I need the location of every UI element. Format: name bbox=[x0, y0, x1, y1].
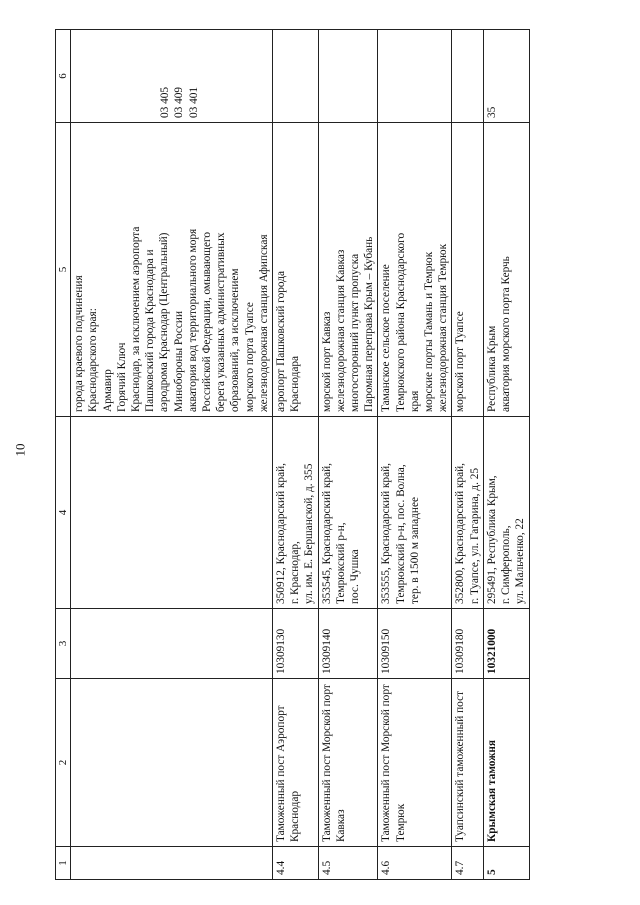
region-line: города краевого подчинения bbox=[73, 275, 86, 412]
cell-oktmo bbox=[318, 30, 378, 123]
table-row bbox=[483, 30, 529, 880]
oktmo-code: 03 409 bbox=[173, 86, 186, 118]
header-cell-3: 3 bbox=[56, 609, 71, 679]
region-line: края bbox=[408, 390, 421, 412]
cell-code bbox=[71, 609, 273, 679]
region-line: Минобороны России bbox=[172, 311, 185, 412]
table-body bbox=[56, 30, 530, 880]
region-line: Краснодар, за исключением аэропорта bbox=[130, 226, 143, 412]
address-line: 353555, Краснодарский край, bbox=[380, 463, 393, 604]
cell-address bbox=[318, 417, 378, 609]
oktmo-code: 03 401 bbox=[187, 86, 200, 118]
region-line: Паромная переправа Крым – Кубань bbox=[363, 236, 376, 412]
cell-region bbox=[483, 123, 529, 417]
cell-code: 10309140 bbox=[318, 609, 378, 679]
region-line: Пашковский города Краснодара и bbox=[144, 249, 157, 412]
header-cell-6: 6 bbox=[56, 30, 71, 123]
cell-region bbox=[452, 123, 483, 417]
oktmo-code: 03 405 bbox=[159, 86, 172, 118]
cell-num: 4.6 bbox=[378, 847, 452, 880]
cell-name: Таможенный пост Аэропорт Краснодар bbox=[273, 679, 319, 847]
region-line: Темрюкского района Краснодарского bbox=[394, 232, 407, 412]
region-line: Республика Крым bbox=[485, 325, 498, 412]
cell-name: Туапсинский таможенный пост bbox=[452, 679, 483, 847]
region-line: аэропорт Пашковский города bbox=[275, 271, 288, 412]
cell-code: 10321000 bbox=[483, 609, 529, 679]
region-line: морского порта Туапсе bbox=[243, 302, 256, 412]
page-number: 10 bbox=[12, 443, 28, 457]
cell-oktmo: 35 bbox=[483, 30, 529, 123]
cell-code: 10309180 bbox=[452, 609, 483, 679]
region-line: Краснодара bbox=[289, 355, 302, 412]
header-cell-2: 2 bbox=[56, 679, 71, 847]
region-line: морской порт Кавказ bbox=[320, 311, 333, 412]
address-line: г. Туапсе, ул. Гагарина, д. 25 bbox=[468, 467, 481, 604]
region-line: железнодорожная станция Темрюк bbox=[437, 243, 450, 412]
address-line: пос. Чушка bbox=[349, 549, 362, 604]
cell-name: Таможенный пост Морской порт Темрюк bbox=[378, 679, 452, 847]
cell-name: Крымская таможня bbox=[483, 679, 529, 847]
cell-address bbox=[483, 417, 529, 609]
table-row bbox=[452, 30, 483, 880]
region-line: морские порты Тамань и Темрюк bbox=[423, 251, 436, 412]
cell-num: 5 bbox=[483, 847, 529, 880]
cell-code: 10309150 bbox=[378, 609, 452, 679]
address-line: Темрюкский р-н, bbox=[334, 522, 347, 604]
address-line: 295491, Республика Крым, bbox=[485, 475, 498, 604]
table-row bbox=[318, 30, 378, 880]
cell-oktmo bbox=[273, 30, 319, 123]
cell-address bbox=[71, 417, 273, 609]
table-row bbox=[378, 30, 452, 880]
cell-num bbox=[71, 847, 273, 880]
address-line: 353545, Краснодарский край, bbox=[320, 463, 333, 604]
address-line: г. Краснодар, bbox=[289, 541, 302, 604]
cell-num: 4.7 bbox=[452, 847, 483, 880]
region-line: образований, за исключением bbox=[229, 268, 242, 412]
cell-name bbox=[71, 679, 273, 847]
cell-oktmo bbox=[71, 30, 273, 123]
cell-num: 4.4 bbox=[273, 847, 319, 880]
cell-num: 4.5 bbox=[318, 847, 378, 880]
region-line: Российской Федерации, омывающего bbox=[201, 231, 214, 412]
cell-region bbox=[273, 123, 319, 417]
region-line: Краснодарского края: bbox=[87, 308, 100, 412]
region-line: Армавир bbox=[101, 369, 114, 412]
oktmo-stack bbox=[158, 34, 201, 118]
cell-oktmo bbox=[378, 30, 452, 123]
cell-address bbox=[452, 417, 483, 609]
cell-name: Таможенный пост Морской порт Кавказ bbox=[318, 679, 378, 847]
address-line: тер. в 1500 м западнее bbox=[408, 496, 421, 604]
region-line: железнодорожная станция Кавказ bbox=[334, 249, 347, 412]
cell-region bbox=[378, 123, 452, 417]
address-line: г. Симферополь, bbox=[500, 525, 513, 604]
address-line: Темрюкский р-н, пос. Волна, bbox=[394, 464, 407, 604]
document-sheet bbox=[55, 30, 605, 880]
cell-code: 10309130 bbox=[273, 609, 319, 679]
region-line: акватория морского порта Керчь bbox=[500, 256, 513, 412]
region-line: аэродрома Краснодар (Центральный) bbox=[158, 232, 171, 412]
region-line: многосторонний пункт пропуска bbox=[349, 253, 362, 412]
region-line: морской порт Туапсе bbox=[454, 311, 467, 412]
region-line: железнодорожная станция Афипская bbox=[257, 234, 270, 412]
cell-region bbox=[71, 123, 273, 417]
address-line: ул. им. Е. Бершанской, д. 355 bbox=[303, 463, 316, 604]
table-row bbox=[273, 30, 319, 880]
address-line: 352800, Краснодарский край, bbox=[454, 463, 467, 604]
header-row bbox=[56, 30, 71, 880]
customs-table bbox=[55, 29, 530, 880]
cell-oktmo bbox=[452, 30, 483, 123]
header-cell-5: 5 bbox=[56, 123, 71, 417]
address-line: 350912, Краснодарский край, bbox=[275, 463, 288, 604]
header-cell-1: 1 bbox=[56, 847, 71, 880]
cell-address bbox=[273, 417, 319, 609]
cell-address bbox=[378, 417, 452, 609]
address-line: ул. Мальченко, 22 bbox=[514, 518, 527, 604]
continuation-row bbox=[71, 30, 273, 880]
region-line: Таманское сельское поселение bbox=[380, 264, 393, 412]
region-line: Горячий Ключ bbox=[115, 342, 128, 412]
header-cell-4: 4 bbox=[56, 417, 71, 609]
region-line: берега указанных административных bbox=[215, 232, 228, 412]
cell-region bbox=[318, 123, 378, 417]
region-line: акватория вод территориального моря bbox=[186, 228, 199, 412]
